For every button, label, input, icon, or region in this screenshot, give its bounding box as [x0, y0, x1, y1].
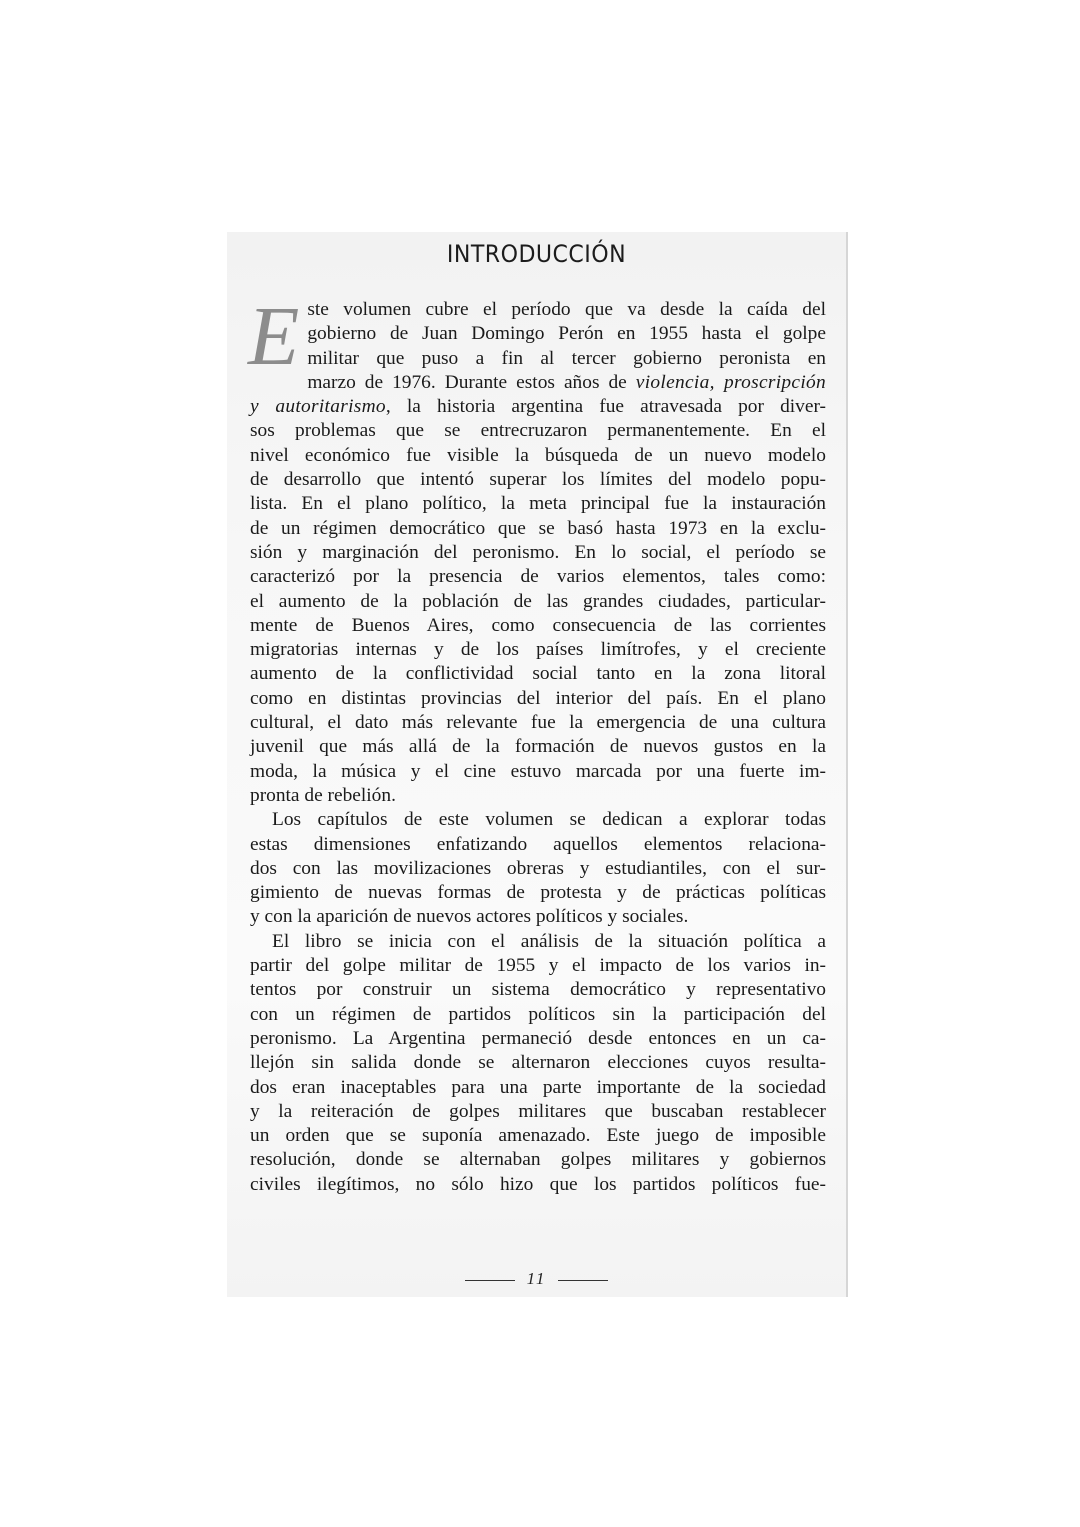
- text-line: como en distintas provincias del interior del país. En el plano: [250, 687, 826, 709]
- text-line: aumento de la conflictividad social tanto en la zona litoral: [250, 663, 826, 685]
- drop-cap: E: [248, 290, 300, 383]
- text-line: de un régimen democrático que se basó hasta 1973 en la exclu-: [250, 517, 826, 539]
- paragraph-1: [248, 290, 827, 808]
- text-line: ste volumen cubre el período que va desde la caída del: [307, 299, 826, 320]
- paragraph-2: [250, 808, 826, 929]
- page-number: 11: [526, 1269, 547, 1288]
- paragraph-3: [250, 930, 826, 1197]
- text-line: estas dimensiones enfatizando aquellos elementos relaciona-: [250, 833, 826, 855]
- page-title: INTRODUCCIÓN: [446, 240, 627, 268]
- text-line: dos eran inaceptables para una parte importante de la sociedad: [250, 1076, 826, 1098]
- scanned-book-page: [227, 232, 848, 1297]
- text-line: tentos por construir un sistema democrático y representativo: [250, 979, 826, 1001]
- text-line: de desarrollo que intentó superar los límites del modelo popu-: [250, 469, 826, 491]
- drop-cap-lines: [307, 298, 826, 371]
- body-text: [248, 290, 827, 1197]
- text-line: y la reiteración de golpes militares que buscaban restablecer: [250, 1100, 826, 1122]
- text-line: Los capítulos de este volumen se dedican a explorar todas: [272, 809, 826, 831]
- text-line: moda, la música y el cine estuvo marcada por una fuerte im-: [250, 760, 826, 782]
- text-line: sos problemas que se entrecruzaron permanentemente. En el: [250, 420, 826, 442]
- folio-rule-right: [558, 1280, 608, 1281]
- text-run: , la historia argentina fue atravesada por diver-: [385, 396, 827, 418]
- folio-rule-left: [465, 1280, 515, 1281]
- text-line: El libro se inicia con el análisis de la situación política a: [272, 930, 826, 952]
- text-line: llejón sin salida donde se alternaron elecciones cuyos resulta-: [250, 1052, 826, 1074]
- text-line: juvenil que más allá de la formación de nuevos gustos en la: [250, 736, 826, 758]
- text-line: con un régimen de partidos políticos sin la participación del: [250, 1003, 826, 1025]
- italic-emphasis: violencia, proscripción: [635, 371, 826, 393]
- text-line: y con la aparición de nuevos actores políticos y sociales.: [250, 906, 689, 928]
- text-line: dos con las movilizaciones obreras y estudiantiles, con el sur-: [250, 857, 826, 879]
- text-line: mente de Buenos Aires, como consecuencia de las corrientes: [250, 614, 826, 636]
- text-line: civiles ilegítimos, no sólo hizo que los partidos políticos fue-: [250, 1173, 826, 1195]
- text-line: peronismo. La Argentina permaneció desde entonces en un ca-: [250, 1027, 826, 1049]
- text-line: nivel económico fue visible la búsqueda de un nuevo modelo: [250, 444, 826, 466]
- text-line: cultural, el dato más relevante fue la emergencia de una cultura: [250, 712, 826, 734]
- italic-emphasis: y autoritarismo: [250, 396, 386, 418]
- text-line: caracterizó por la presencia de varios elementos, tales como:: [250, 566, 826, 588]
- text-line: un orden que se suponía amenazado. Este juego de imposible: [250, 1125, 826, 1147]
- text-line: sión y marginación del peronismo. En lo social, el período se: [250, 541, 826, 563]
- text-line: [250, 371, 826, 395]
- text-line: migratorias internas y de los países limítrofes, y el creciente: [250, 639, 826, 661]
- text-line: resolución, donde se alternaban golpes militares y gobiernos: [250, 1149, 826, 1171]
- text-line: gobierno de Juan Domingo Perón en 1955 hasta el golpe: [307, 323, 826, 345]
- text-line: gimiento de nuevas formas de protesta y de prácticas políticas: [250, 882, 826, 904]
- page-footer: [227, 1269, 846, 1289]
- text-line: partir del golpe militar de 1955 y el impacto de los varios in-: [250, 955, 826, 977]
- text-line: militar que puso a fin al tercer gobierno peronista en: [307, 347, 826, 369]
- text-line: pronta de rebelión.: [250, 784, 396, 806]
- text-line: [250, 395, 826, 419]
- text-line: lista. En el plano político, la meta principal fue la instauración: [250, 493, 826, 515]
- text-line: el aumento de la población de las grandes ciudades, particular-: [250, 590, 826, 612]
- text-run: marzo de 1976. Durante estos años de: [307, 371, 636, 393]
